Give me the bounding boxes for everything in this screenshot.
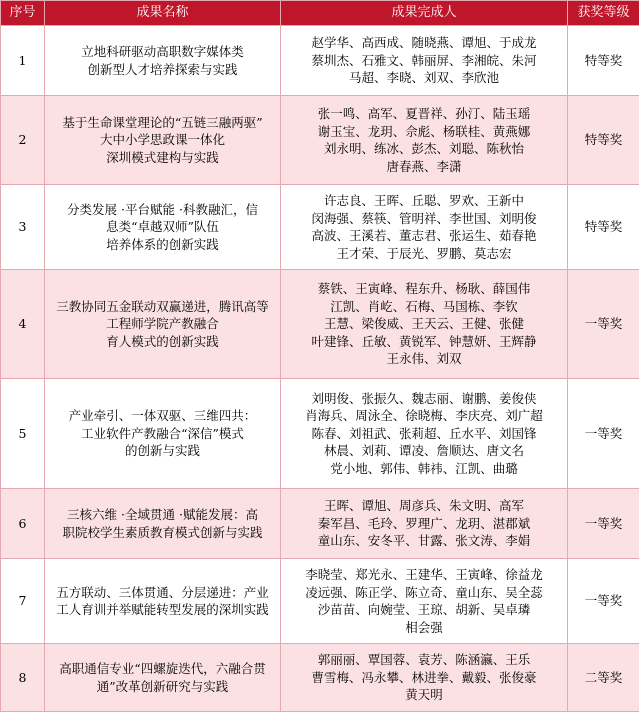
- row-index: 6: [1, 489, 45, 559]
- award-level: 特等奖: [568, 185, 639, 270]
- completers: [281, 644, 568, 712]
- award-level: 一等奖: [568, 379, 639, 489]
- row-index: 5: [1, 379, 45, 489]
- achievement-name: [45, 559, 281, 644]
- achievement-name: [45, 644, 281, 712]
- completers: [281, 379, 568, 489]
- completers: [281, 185, 568, 270]
- achievement-name-text: 高职通信专业“四螺旋迭代，六融合贯 通”改革创新研究与实践: [59, 661, 266, 694]
- completers-text: 刘明俊、张振久、魏志丽、谢鹏、姜俊侠 肖海兵、周泳全、徐晓梅、李庆亮、刘广超 陈春、刘祖武、张莉超、丘水平、刘国锋 林晨、刘莉、谭凌、詹顺达、唐文名 党小地、郭伟、韩祎、江凯、曲璐: [305, 390, 543, 476]
- row-index: 4: [1, 270, 45, 379]
- completers: [281, 96, 568, 185]
- header-completers: 成果完成人: [281, 1, 568, 26]
- achievement-name-text: 产业牵引、一体双驱、三维四共： 工业软件产教融合“深信”模式 的创新与实践: [68, 408, 257, 459]
- table-row: [1, 644, 639, 712]
- achievement-name-text: 三核六维 ·全域贯通 ·赋能发展：高 职院校学生素质教育模式创新与实践: [62, 507, 263, 540]
- table-row: [1, 559, 639, 644]
- table-row: [1, 379, 639, 489]
- achievement-name-text: 立地科研驱动高职数字媒体类 创新型人才培养探索与实践: [81, 44, 244, 77]
- row-index: 8: [1, 644, 45, 712]
- achievement-name-text: 分类发展 ·平台赋能 ·科教融汇，信 息类“卓越双师”队伍 培养体系的创新实践: [67, 201, 258, 252]
- completers-text: 赵学华、高西成、随晓燕、谭旭、于成龙 蔡圳杰、石雅文、韩丽屏、李湘皖、朱河 马超、李晓、刘双、李欣池: [311, 35, 537, 86]
- achievement-name: [45, 26, 281, 96]
- award-level: 特等奖: [568, 26, 639, 96]
- achievement-name: [45, 270, 281, 379]
- award-level: 一等奖: [568, 559, 639, 644]
- header-achievement-name: 成果名称: [45, 1, 281, 26]
- table-row: [1, 26, 639, 96]
- table-row: [1, 489, 639, 559]
- completers-text: 张一鸣、高军、夏晋祥、孙汀、陆玉瑶 谢玉宝、龙玥、佘彪、杨联桂、黄燕娜 刘永明、练冰、彭杰、刘聪、陈秋怡 唐春燕、李潇: [317, 106, 531, 174]
- completers-text: 李晓莹、郑光永、王建华、王寅峰、徐益龙 凌远强、陈正学、陈立奇、童山东、吴全蕊 沙苗苗、向婉莹、王琼、胡新、吴卓璘 相会强: [305, 567, 543, 635]
- header-award-level: 获奖等级: [568, 1, 639, 26]
- header-row: [1, 1, 639, 26]
- completers-text: 王晖、谭旭、周彦兵、朱文明、高军 秦军昌、毛玲、罗理广、龙玥、湛郡斌 童山东、安冬平、甘露、张文涛、李娟: [317, 498, 531, 549]
- achievement-name-text: 五方联动、三体贯通、分层递进：产业 工人育训并举赋能转型发展的深圳实践: [56, 584, 269, 617]
- completers: [281, 270, 568, 379]
- completers-text: 蔡铁、王寅峰、程东升、杨耿、薛国伟 江凯、肖屹、石梅、马国栋、李钦 王慧、梁俊威、王天云、王健、张健 叶建锋、丘敏、黄锐军、钟慧妍、王辉静 王永伟、刘双: [311, 281, 537, 367]
- award-level: 一等奖: [568, 489, 639, 559]
- table-row: [1, 96, 639, 185]
- achievement-name: [45, 96, 281, 185]
- award-level: 二等奖: [568, 644, 639, 712]
- row-index: 1: [1, 26, 45, 96]
- completers-text: 许志良、王晖、丘聪、罗欢、王新中 闵海强、蔡筷、管明祥、李世国、刘明俊 高波、王溪若、董志君、张运生、茹春艳 王才荣、于辰光、罗鹏、莫志宏: [311, 193, 537, 261]
- achievement-name: [45, 185, 281, 270]
- table-row: [1, 270, 639, 379]
- header-index: 序号: [1, 1, 45, 26]
- row-index: 7: [1, 559, 45, 644]
- completers-text: 郭丽丽、覃国蓉、袁芳、陈涵瀛、王乐 曹雪梅、冯永攀、林进拳、戴毅、张俊豪 黄天明: [311, 652, 537, 703]
- completers: [281, 26, 568, 96]
- award-level: 一等奖: [568, 270, 639, 379]
- completers: [281, 559, 568, 644]
- completers: [281, 489, 568, 559]
- achievement-name-text: 三教协同五金联动双赢递进，腾讯高等 工程师学院产教融合 育人模式的创新实践: [56, 298, 269, 349]
- achievement-name-text: 基于生命课堂理论的“五链三融两驱” 大中小学思政课一体化 深圳模式建构与实践: [62, 114, 263, 165]
- award-level: 特等奖: [568, 96, 639, 185]
- row-index: 3: [1, 185, 45, 270]
- achievement-name: [45, 489, 281, 559]
- row-index: 2: [1, 96, 45, 185]
- achievement-name: [45, 379, 281, 489]
- table-row: [1, 185, 639, 270]
